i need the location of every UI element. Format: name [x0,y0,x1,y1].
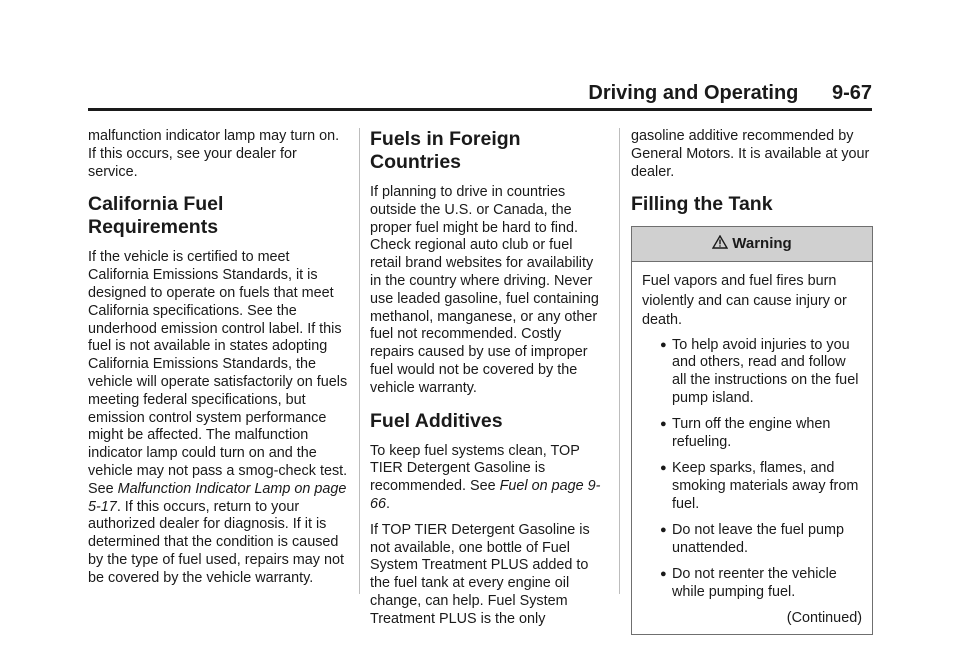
link-malfunction-indicator-lamp[interactable]: Malfunction Indicator Lamp on page 5-17 [88,480,347,515]
warning-header [632,227,872,262]
bullet-icon: ● [660,462,667,475]
continued-additive-paragraph: gasoline additive recommended by General Motors. It is available at your dealer. [631,128,870,180]
additives-text-b: . [386,495,391,512]
additives-text-a: To keep fuel systems clean, TOP TIER Detergent Gasoline is recommended. See [370,442,580,495]
warning-triangle-icon [712,235,728,254]
bullet-text: Do not leave the fuel pump unattended. [672,522,844,556]
column-divider-1 [359,128,360,594]
list-item [660,337,862,407]
california-text-b: . If this occurs, return to your authorized dealer for diagnosis. If it is determined that the condition is caused by the type of fuel used, repairs may not be covered by the vehicle warranty. [88,498,344,586]
column-1 [88,128,348,596]
bullet-icon: ● [660,524,667,537]
warning-body [632,262,872,634]
foreign-paragraph: If planning to drive in countries outside the U.S. or Canada, the proper fuel might be hard to find. Check regional auto club or fuel retail brand websites for availability in the country where driving. Never use leaded gasoline, fuel containing methanol, manganese, or any other fuel not recommended. Costly repairs caused by use of improper fuel would not be covered by the vehicle warranty. [370,184,599,396]
section-title: Driving and Operating [588,82,799,104]
heading-california-fuel: California Fuel Requirements [88,193,224,239]
warning-list [642,337,862,602]
additives-paragraph-1 [370,443,606,514]
column-3 [631,128,873,635]
warning-intro: Fuel vapors and fuel fires burn violently and can cause injury or death. [642,273,847,329]
heading-fuel-additives: Fuel Additives [370,409,503,432]
bullet-icon: ● [660,568,667,581]
column-divider-2 [619,128,620,594]
warning-box [631,226,873,635]
link-fuel-page[interactable]: Fuel on page 9-66 [370,478,601,512]
bullet-icon: ● [660,418,667,431]
column-2 [370,128,606,637]
heading-fuels-foreign-countries: Fuels in Foreign Countries [370,128,521,173]
continued-label: (Continued) [786,609,862,626]
list-item [660,522,862,557]
additives-paragraph-2: If TOP TIER Detergent Gasoline is not available, one bottle of Fuel System Treatment PLUS added to the fuel tank at every engine oil change, can help. Fuel System Treatment PLUS is the only [370,521,590,627]
bullet-text: Do not reenter the vehicle while pumping fuel. [672,566,837,601]
list-item [660,566,862,601]
california-paragraph [88,249,348,587]
header-rule [88,108,872,111]
warning-title: Warning [732,235,792,253]
bullet-text: Keep sparks, flames, and smoking materials away from fuel. [672,460,859,512]
bullet-text: To help avoid injuries to you and others, read and follow all the instructions on the fuel pump island. [672,336,859,406]
california-text-a: If the vehicle is certified to meet California Emissions Standards, it is designed to operate on fuels that meet California specifications. See the underhood emission control label. If this fuel is not available in states adopting California Emissions Standards, the vehicle will operate satisfactorily on fuels meeting federal specifications, but emission control system performance might be affected. The malfunction indicator lamp could turn on and the vehicle may not pass a smog-check test. See [88,249,348,497]
page-number: 9-67 [831,82,872,104]
bullet-text: Turn off the engine when refueling. [672,416,831,450]
bullet-icon: ● [660,338,667,351]
continued-paragraph: malfunction indicator lamp may turn on. If this occurs, see your dealer for service. [88,128,340,180]
page-header [88,82,872,106]
heading-filling-the-tank: Filling the Tank [631,193,773,216]
list-item [660,416,862,451]
list-item [660,460,862,513]
